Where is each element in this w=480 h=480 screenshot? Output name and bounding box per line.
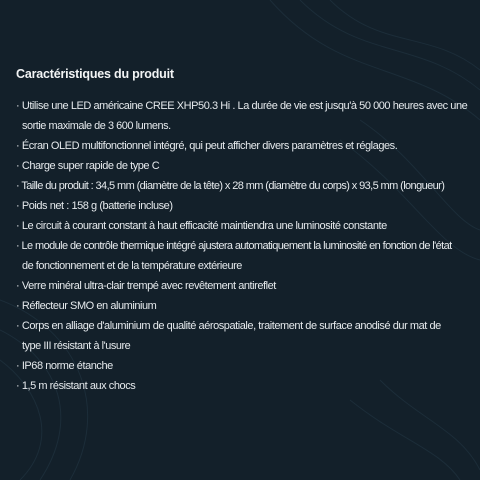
spec-item: · Réflecteur SMO en aluminium — [16, 300, 157, 312]
specs-list — [16, 96, 466, 396]
spec-item: · Écran OLED multifonctionnel intégré, qui peut afficher divers paramètres et réglages. — [16, 140, 398, 152]
spec-item: · Verre minéral ultra-clair trempé avec revêtement antireflet — [16, 280, 276, 292]
spec-item: · Poids net : 158 g (batterie incluse) — [16, 200, 173, 212]
product-specs-panel — [16, 66, 466, 396]
spec-item: · Utilise une LED américaine CREE XHP50.3 Hi . La durée de vie est jusqu'à 50 000 heures avec une sortie maximale de 3 600 lumens. — [16, 100, 468, 132]
spec-item: · Corps en alliage d'aluminium de qualité aérospatiale, traitement de surface anodisé dur mat de type III résistant à l'usure — [16, 320, 441, 352]
spec-item: · Charge super rapide de type C — [16, 160, 160, 172]
spec-item: · 1,5 m résistant aux chocs — [16, 380, 136, 392]
section-title: Caractéristiques du produit — [16, 67, 174, 81]
spec-item: · Le module de contrôle thermique intégré ajustera automatiquement la luminosité en fonction de l'état de fonctionnement et de la température extérieure — [16, 240, 452, 272]
spec-item: · IP68 norme étanche — [16, 360, 113, 372]
spec-item: · Taille du produit : 34,5 mm (diamètre de la tête) x 28 mm (diamètre du corps) x 93,5 mm (longueur) — [16, 180, 445, 192]
spec-item: · Le circuit à courant constant à haut efficacité maintiendra une luminosité constante — [16, 220, 387, 232]
